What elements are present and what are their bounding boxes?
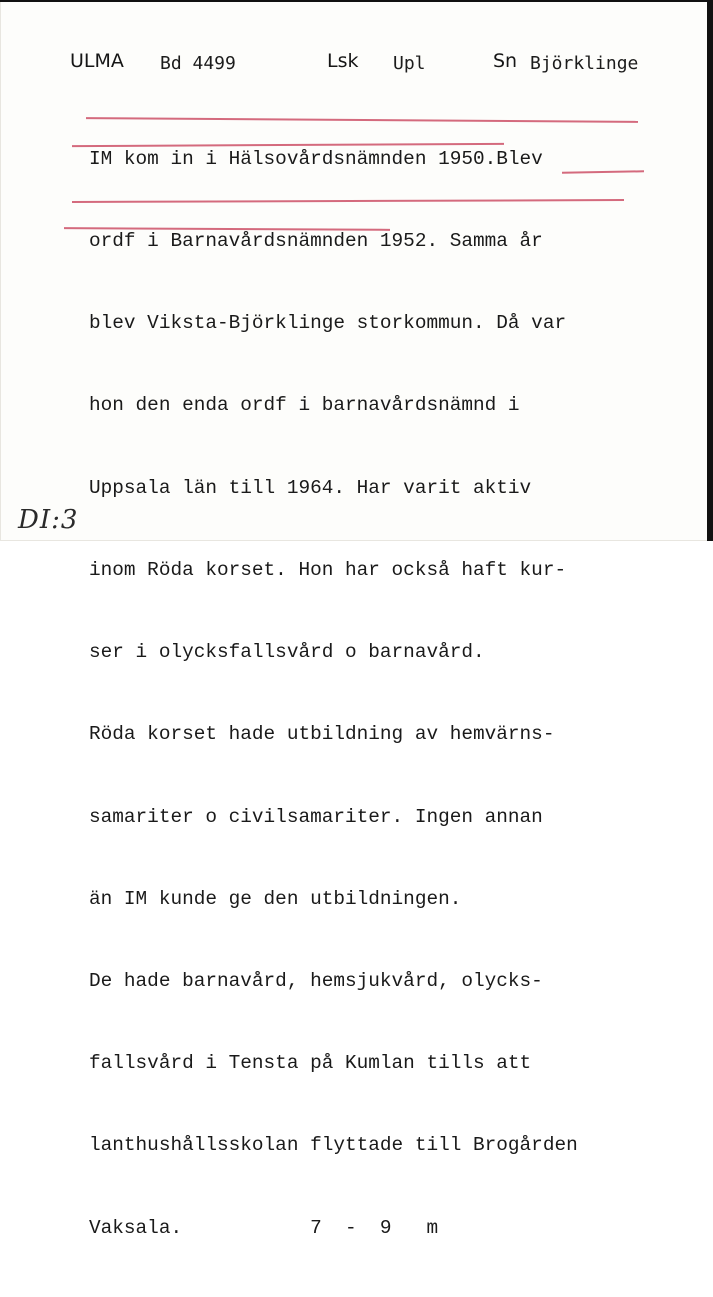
text-line: IM kom in i Hälsovårdsnämnden 1950.Blev — [89, 147, 543, 170]
province-value: Upl — [393, 53, 426, 74]
card-body-text — [89, 91, 578, 1297]
handwritten-signature: DI:3 — [18, 505, 79, 535]
text-line: fallsvård i Tensta på Kumlan tills att — [89, 1052, 532, 1075]
text-line: lanthushållsskolan flyttade till Brogården — [89, 1134, 578, 1157]
text-line: Vaksala. 7 - 9 m — [89, 1216, 439, 1239]
text-line: inom Röda korset. Hon har också haft kur- — [89, 558, 567, 581]
text-line: De hade barnavård, hemsjukvård, olycks- — [89, 970, 543, 992]
text-line: ordf i Barnavårdsnämnden 1952. Samma år — [89, 230, 543, 253]
province-label: Lsk — [327, 50, 359, 72]
text-line: Uppsala län till 1964. Har varit aktiv — [89, 476, 532, 499]
text-line: blev Viksta-Björklinge storkommun. Då var — [89, 312, 567, 335]
card-header — [0, 50, 713, 80]
archive-code: ULMA — [70, 50, 124, 72]
text-line: ser i olycksfallsvård o barnavård. — [89, 641, 485, 664]
volume-number: Bd 4499 — [160, 53, 236, 74]
text-line: samariter o civilsamariter. Ingen annan — [89, 805, 543, 828]
text-line: än IM kunde ge den utbildningen. — [89, 887, 462, 910]
parish-value: Björklinge — [530, 53, 639, 74]
card-right-edge — [707, 0, 713, 541]
text-line: Röda korset hade utbildning av hemvärns- — [89, 723, 555, 746]
text-line: hon den enda ordf i barnavårdsnämnd i — [89, 394, 520, 417]
card-top-edge — [0, 0, 713, 2]
parish-label: Sn — [493, 50, 518, 72]
